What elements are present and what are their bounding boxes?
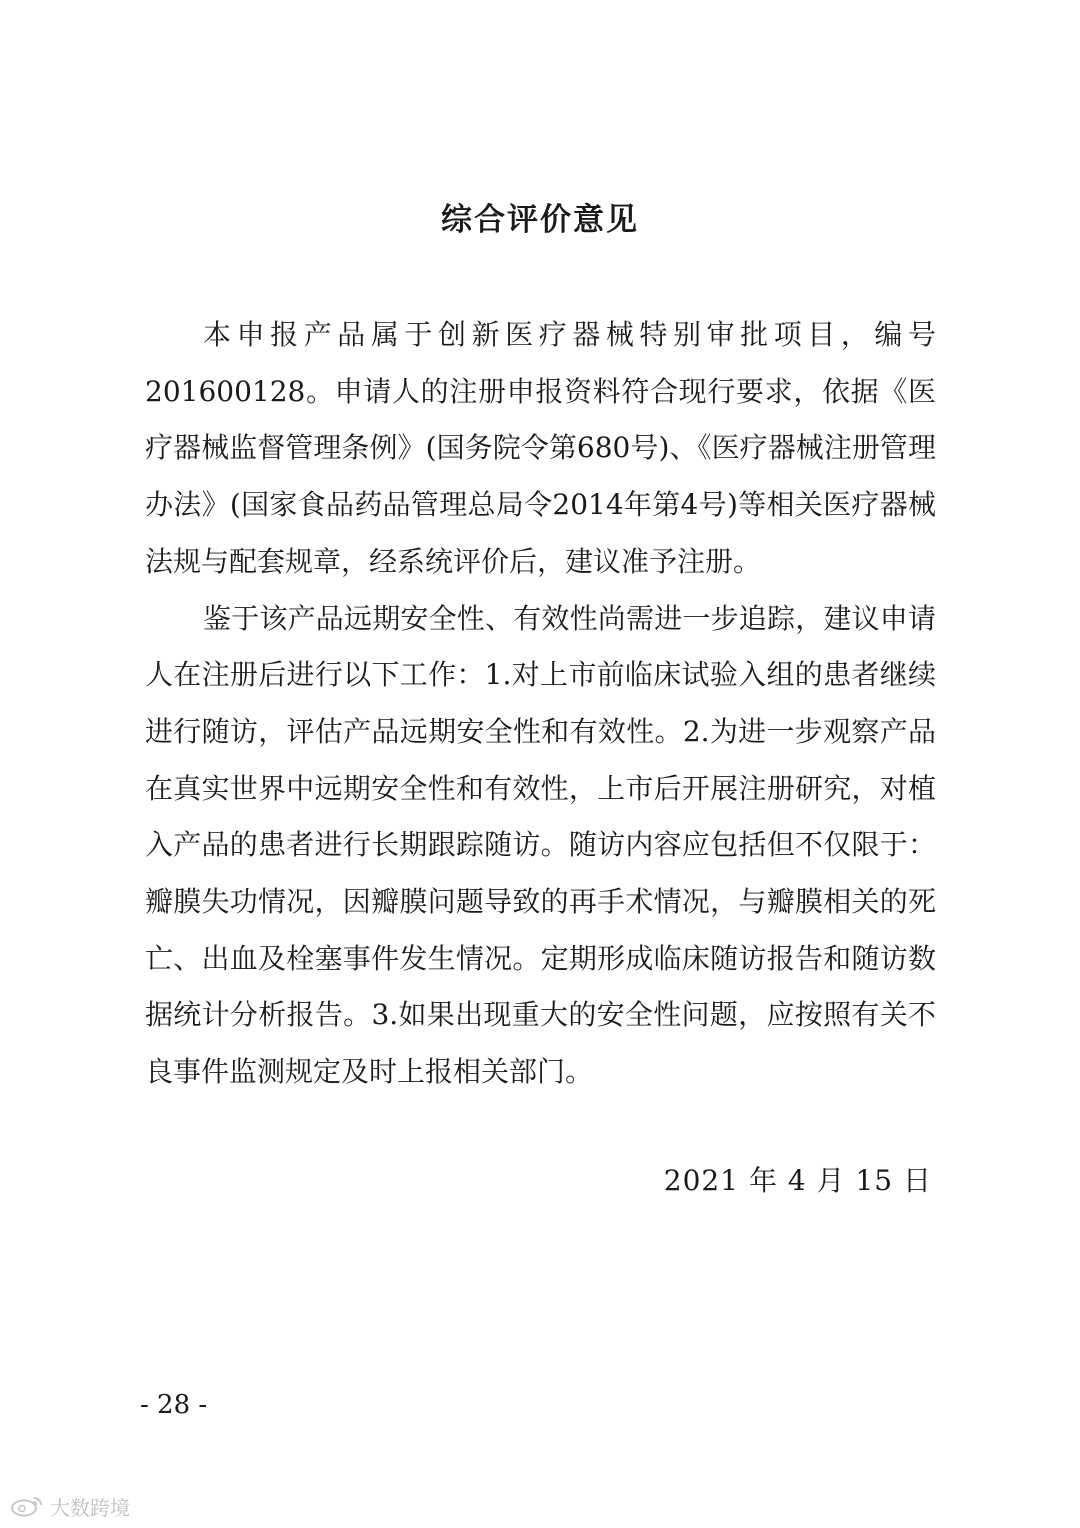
document-title: 综合评价意见: [441, 202, 639, 238]
watermark-text: 大数跨境: [50, 1495, 130, 1520]
watermark: [10, 1492, 130, 1520]
paragraph-2: 鉴于该产品远期安全性、有效性尚需进一步追踪，建议申请人在注册后进行以下工作：1.对上市前临床试验入组的患者继续进行随访，评估产品远期安全性和有效性。2.为进一步观察产品在真实世界中远期安全性和有效性，上市后开展注册研究，对植入产品的患者进行长期跟踪随访。随访内容应包括但不仅限于：瓣膜失功情况，因瓣膜问题导致的再手术情况，与瓣膜相关的死亡、出血及栓塞事件发生情况。定期形成临床随访报告和随访数据统计分析报告。3.如果出现重大的安全性问题，应按照有关不良事件监测规定及时上报相关部门。: [145, 601, 936, 1089]
paragraph-1: 本申报产品属于创新医疗器械特别审批项目，编号201600128。申请人的注册申报资料符合现行要求，依据《医疗器械监督管理条例》(国务院令第680号)、《医疗器械注册管理办法》(国家食品药品管理总局令2014年第4号)等相关医疗器械法规与配套规章，经系统评价后，建议准予注册。: [145, 318, 936, 578]
document-date: 2021 年 4 月 15 日: [663, 1164, 932, 1197]
page-number: - 28 -: [140, 1390, 208, 1420]
document-body: [145, 307, 936, 1101]
weibo-logo-icon: [10, 1495, 44, 1517]
